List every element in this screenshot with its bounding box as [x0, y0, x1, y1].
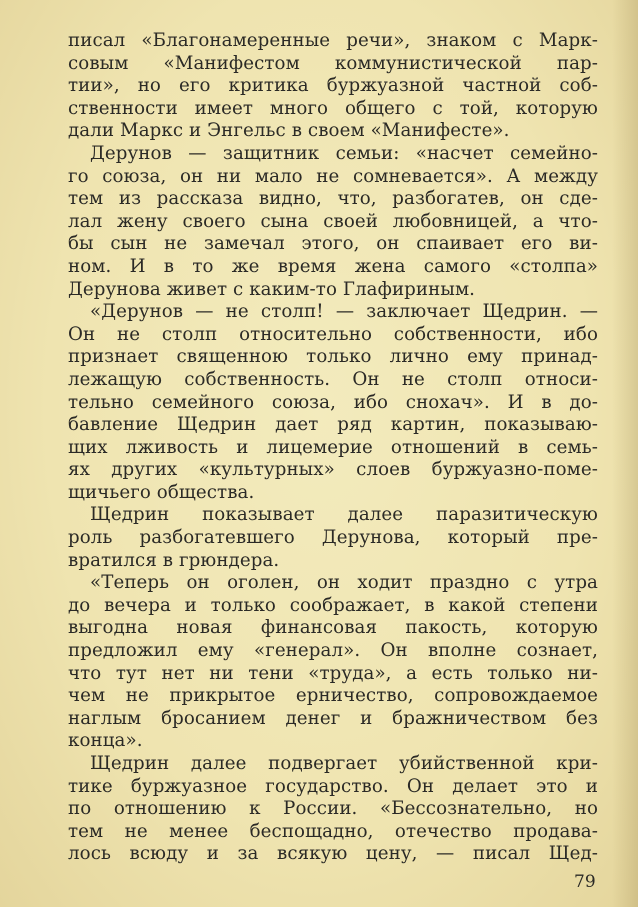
body-text [68, 30, 598, 866]
paragraph [68, 504, 598, 572]
text-line: по отношению к России. «Бессознательно, но [68, 798, 598, 820]
text-line: выгодна новая финансовая пакость, которую [68, 617, 598, 639]
paragraph [68, 753, 598, 866]
paragraph [68, 572, 598, 753]
paragraph [68, 143, 598, 301]
text-line: что тут нет ни тени «труда», а есть только ни- [68, 662, 598, 684]
text-line: роль разбогатевшего Дерунова, который пре- [68, 527, 598, 549]
text-line: лал жену своего сына своей любовницей, а что- [68, 210, 598, 232]
text-line: ях других «культурных» слоев буржуазно-поме- [68, 459, 598, 481]
text-line: тельно семейного союза, ибо снохач». И в до- [68, 391, 598, 413]
text-line: тике буржуазное государство. Он делает это и [68, 775, 598, 797]
text-line: щичьего общества. [68, 481, 255, 503]
page-number: 79 [574, 872, 596, 892]
text-line: тии», но его критика буржуазной частной соб- [68, 75, 598, 97]
text-line: тем из рассказа видно, что, разбогатев, он сде- [68, 188, 598, 210]
text-line: предложил ему «генерал». Он вполне сознает, [68, 640, 598, 662]
text-line: вратился в грюндера. [68, 549, 280, 571]
text-line: чем не прикрытое ерничество, сопровождаемое [68, 685, 598, 707]
text-line: го союза, он ни мало не сомневается». А между [68, 165, 598, 187]
text-line: «Теперь он оголен, он ходит праздно с утра [90, 572, 598, 594]
text-line: Он не столп относительно собственности, ибо [68, 323, 598, 345]
text-line: лежащую собственность. Он не столп относи- [68, 368, 598, 390]
text-line: бы сын не замечал этого, он спаивает его ви- [68, 233, 598, 255]
page-edge-shadow [612, 0, 638, 907]
text-line: щих лживость и лицемерие отношений в семь- [68, 436, 598, 458]
text-line: ственности имеет много общего с той, которую [68, 97, 598, 119]
text-line: писал «Благонамеренные речи», знаком с Марк- [68, 30, 598, 51]
paragraph [68, 301, 598, 504]
text-line: тем не менее беспощадно, отечество продава- [68, 820, 598, 842]
text-line: наглым бросанием денег и бражничеством без [68, 707, 598, 729]
text-line: Дерунова живет с каким-то Глафириным. [68, 278, 476, 300]
text-line: «Дерунов — не столп! — заключает Щедрин. — [90, 301, 598, 323]
text-line: дали Маркс и Энгельс в своем «Манифесте». [68, 120, 510, 142]
text-line: Дерунов — защитник семьи: «насчет семейно- [90, 142, 598, 164]
text-line: бавление Щедрин дает ряд картин, показываю- [68, 414, 598, 436]
paragraph [68, 30, 598, 143]
text-line: признает священною только лично ему принад- [68, 346, 598, 368]
text-line: лось всюду и за всякую цену, — писал Щед- [68, 843, 598, 865]
text-line: совым «Манифестом коммунистической пар- [68, 52, 598, 74]
text-line: конца». [68, 730, 143, 752]
text-line: до вечера и только соображает, в какой степени [68, 594, 598, 616]
text-line: Щедрин далее подвергает убийственной кри- [90, 753, 598, 774]
text-line: Щедрин показывает далее паразитическую [90, 504, 598, 526]
text-line: ном. И в то же время жена самого «столпа» [68, 255, 598, 277]
